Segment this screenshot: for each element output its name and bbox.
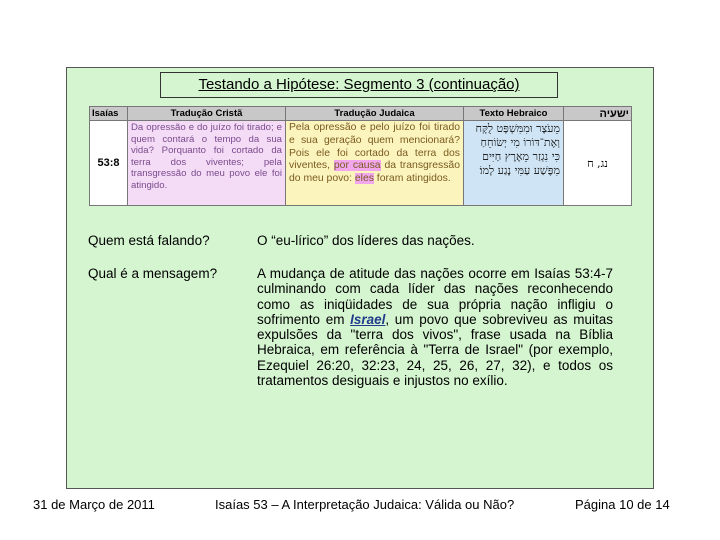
- footer-title: Isaías 53 – A Interpretação Judaica: Válida ou Não?: [215, 497, 515, 512]
- christian-translation: Da opressão e do juízo foi tirado; e quem contará o tempo da sua vida? Porquanto foi cortado da terra dos viventes; pela transgressão do meu povo ele foi atingido.: [128, 121, 286, 206]
- slide-title: [160, 72, 558, 98]
- jewish-text-middle: da transgressão do meu povo:: [289, 160, 460, 185]
- answer-speaker: O “eu-lírico” dos líderes das nações.: [257, 233, 475, 248]
- translation-table: [89, 106, 632, 206]
- hebrew-line: מֵעֹצֶר וּמִמִּשְׁפָּט לֻקָּח: [475, 122, 560, 135]
- answer-message-start: A mudança de atitude das nações ocorre em Isaías 53:4-7 culminando com cada líder das nações reconhecendo como as iniqüidades de sua própria nação infligiu o sofrimento em: [257, 266, 613, 327]
- header-ref: Isaías: [90, 107, 128, 121]
- slide-title-text: Testando a Hipótese: Segmento 3 (continuação): [198, 76, 520, 93]
- footer-page-number: Página 10 de 14: [575, 497, 670, 512]
- israel-link[interactable]: Israel: [350, 311, 386, 327]
- table-row: [90, 121, 632, 206]
- question-speaker: Quem está falando?: [88, 233, 210, 248]
- footer-date: 31 de Março de 2011: [33, 497, 155, 512]
- hebrew-verse-ref: נג, ח: [564, 121, 632, 206]
- verse-ref: 53:8: [90, 121, 128, 206]
- table-header-row: [90, 107, 632, 121]
- hebrew-line: כִּי נִגְזַר מֵאֶרֶץ חַיִּים: [482, 150, 560, 163]
- header-jewish: Tradução Judaica: [286, 107, 464, 121]
- answer-message-end: , um povo que sobreviveu as muitas expulsões da "terra dos vivos", frase usada na Bíblia Hebraica, em referência à "Terra de Israel" (por exemplo, Ezequiel 26:20, 32:23, 24, 25, 26, 27, 32), e todos os tratamentos desiguais e injustos no exílio.: [257, 311, 613, 389]
- question-message: Qual é a mensagem?: [88, 266, 218, 281]
- highlight-por-causa: por causa: [333, 160, 381, 172]
- hebrew-line: מִפֶּשַׁע עַמִּי נֶגַע לָמוֹ׃: [479, 164, 560, 177]
- hebrew-text: [464, 121, 564, 206]
- jewish-translation: [286, 121, 464, 206]
- header-christian: Tradução Cristã: [128, 107, 286, 121]
- jewish-text-start: Pela opressão e pelo juízo foi tirado e sua geração quem mencionará? Pois ele foi cortado da terra dos viventes,: [289, 122, 460, 172]
- header-hebrew: Texto Hebraico: [464, 107, 564, 121]
- hebrew-line: וְאֶת־דּוֹרוֹ מִי יְשׂוֹחֵחַ: [480, 136, 560, 149]
- highlight-eles: eles: [354, 173, 374, 185]
- answer-message: [257, 266, 613, 388]
- header-hebrew-book: ישעיה: [564, 107, 632, 121]
- jewish-text-end: foram atingidos.: [373, 173, 451, 185]
